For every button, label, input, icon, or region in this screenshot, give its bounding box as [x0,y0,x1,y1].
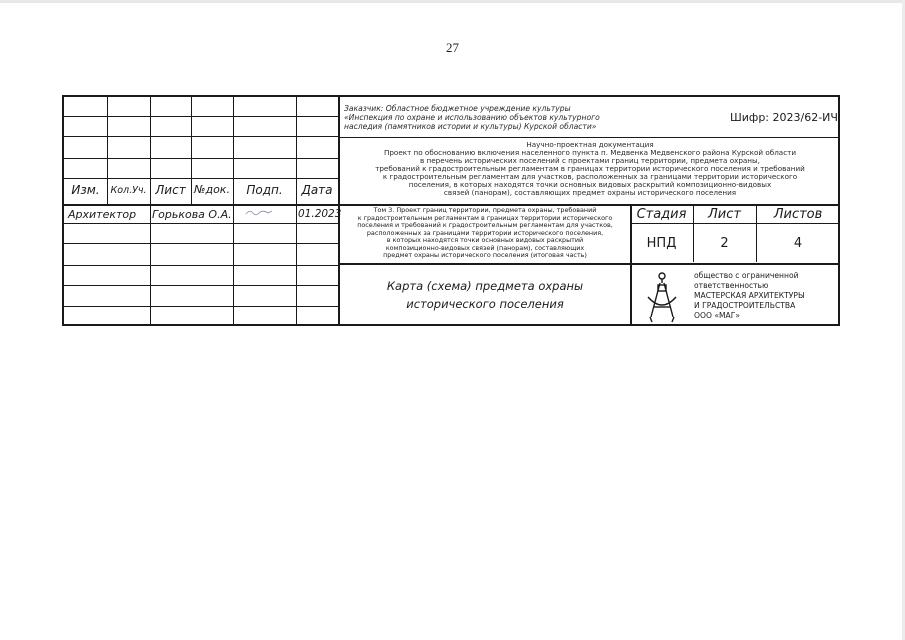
sheet-label: Лист [708,207,741,222]
divider [338,137,840,138]
volume-line7: предмет охраны исторического поселения (итоговая часть) [383,251,587,259]
project-line2: Проект по обоснованию включения населенного пункта п. Медвенка Медвенского района Курской области [383,148,797,157]
volume-line3: поселения и требований к градостроительным регламентам для участков, [357,221,613,229]
divider [630,223,840,224]
customer-line1: Заказчик: Областное бюджетное учреждение культуры [344,104,571,113]
divider [64,223,338,224]
divider [64,158,338,159]
col-data: Дата [301,183,333,197]
divider [64,116,338,117]
stage-label: Стадия [636,207,687,222]
customer-line2: «Инспекция по охране и использованию объектов культурного [344,113,600,122]
col-izm: Изм. [71,183,100,197]
customer-line3: наследия (памятников истории и культуры) Курской области» [344,122,597,131]
col-list: Лист [155,183,186,197]
page-edge [0,0,905,3]
page-number: 27 [446,40,459,55]
stage-value: НПД [646,236,677,251]
project-line7: связей (панорам), составляющих предмет охраны исторического поселения [443,188,737,197]
volume-line5: в которых находятся точки основных видовых раскрытий [386,236,584,244]
divider [64,136,338,137]
sheets-label: Листов [773,207,823,222]
volume-line1: Том 3. Проект границ территории, предмета охраны, требований [373,206,597,214]
divider [64,204,338,206]
divider [64,306,338,307]
divider [64,265,338,266]
sheets-value: 4 [793,236,803,251]
signature-scribble [244,207,274,217]
company-line3: МАСТЕРСКАЯ АРХИТЕКТУРЫ [694,291,805,300]
company-line4: И ГРАДОСТРОИТЕЛЬСТВА [694,301,796,310]
col-ndok: №док. [194,183,230,196]
divider [338,263,840,265]
volume-line2: к градостроительным регламентам в границах территории исторического [357,213,613,222]
divider [64,285,338,286]
project-line1: Научно-проектная документация [526,140,654,149]
title-block [62,95,840,326]
compass-logo-icon [642,269,682,323]
divider [64,178,338,179]
col-kol: Кол.Уч. [110,185,147,196]
company-line2: ответственностью [694,281,769,290]
project-line5: к градостроительным регламентам для участков, расположенных за границами территории исторического [382,172,798,181]
project-line3: в перечень исторических поселений с проектами границ территории, предмета охраны, [420,156,760,165]
project-line6: поселения, в которых находятся точки основных видовых раскрытий композиционно-видовых [408,180,772,189]
sheet-value: 2 [720,236,729,251]
signatory-role: Архитектор [68,208,137,221]
drawing-title-line2: исторического поселения [406,297,564,311]
signatory-name: Горькова О.А. [152,208,232,221]
project-line4: требований к градостроительным регламентам в границах территории исторического поселения и требований [375,164,805,173]
divider [296,97,297,326]
col-podp: Подп. [246,183,283,197]
cipher: Шифр: 2023/62-ИЧ [730,111,838,124]
volume-line6: композиционно-видовых связей (панорам), составляющих [385,243,585,252]
divider [64,243,338,244]
volume-line4: расположенных за границами территории исторического поселения, [366,228,604,237]
signatory-date: 01.2023 [298,208,342,220]
company-line1: общество с ограниченной [694,271,799,280]
drawing-title-line1: Карта (схема) предмета охраны [386,279,584,293]
company-line5: ООО «МАГ» [694,311,741,320]
